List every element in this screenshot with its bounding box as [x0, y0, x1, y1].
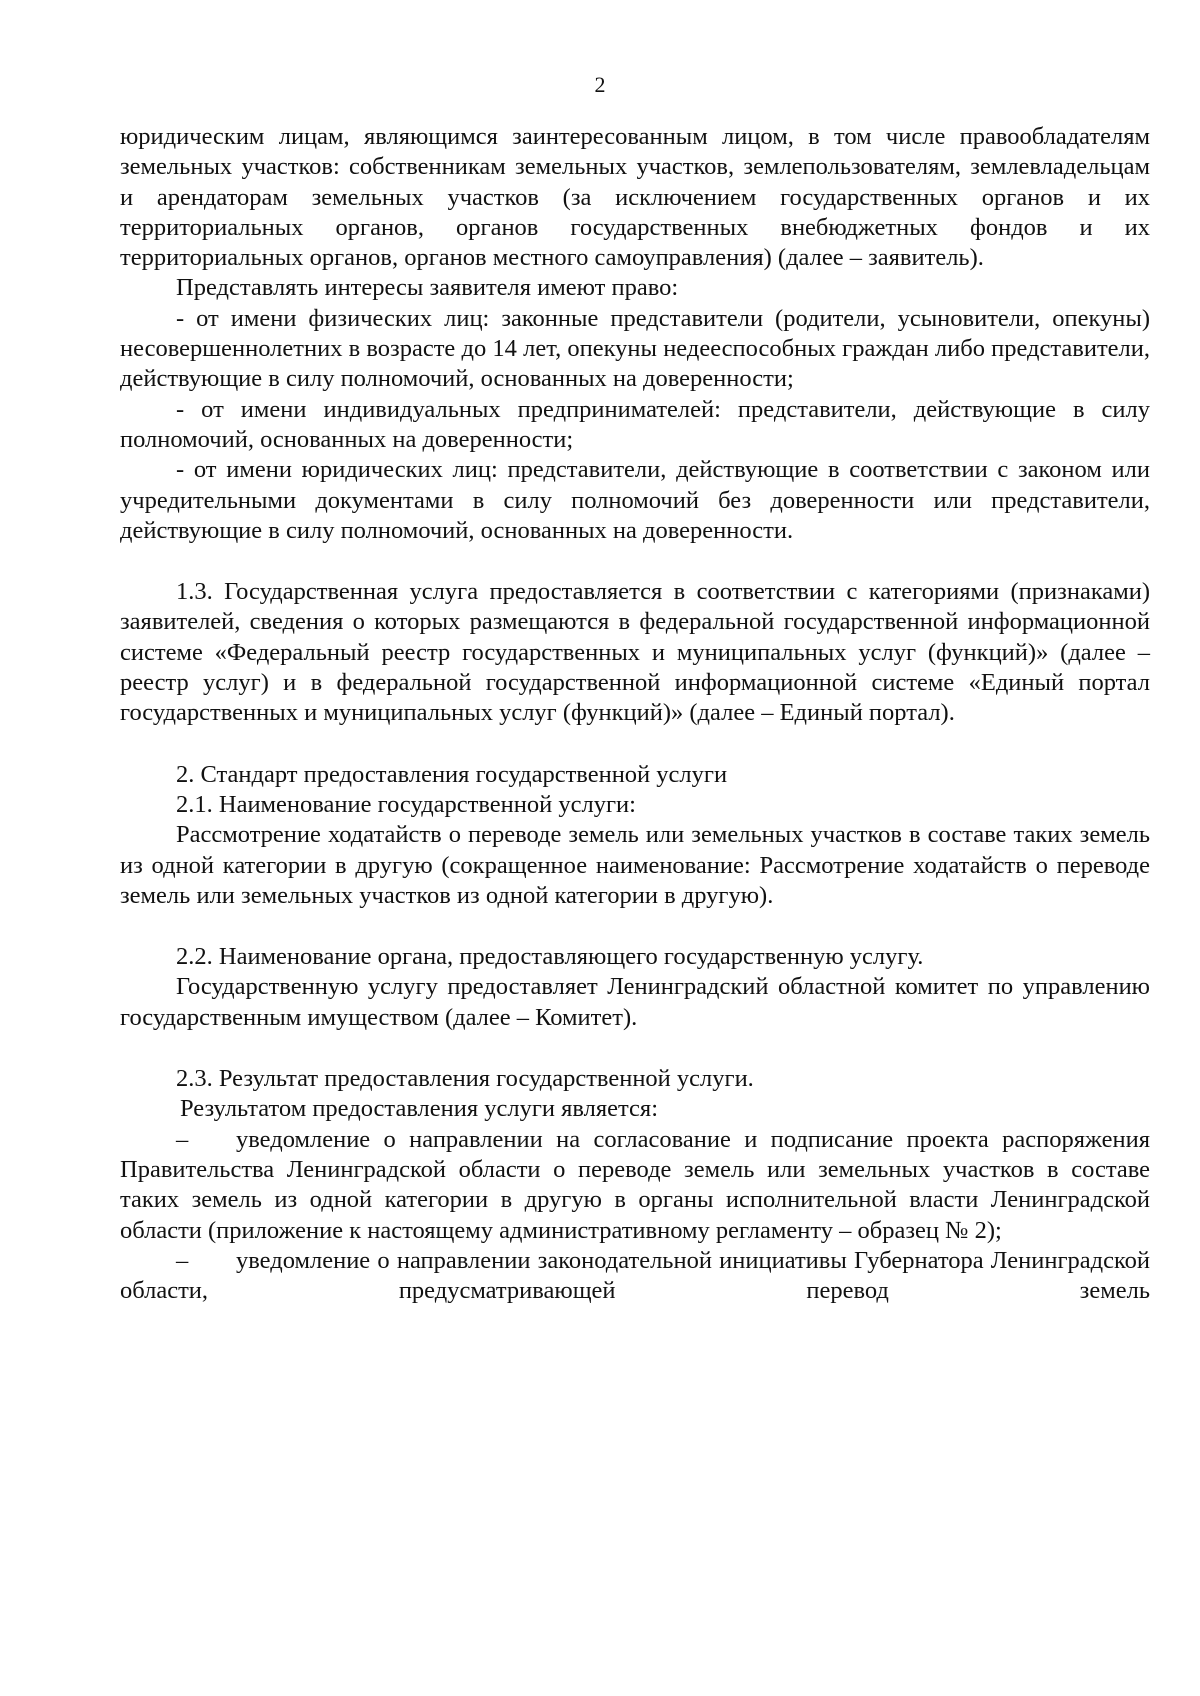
paragraph-authority: Государственную услугу предоставляет Ленинградский областной комитет по управлению государственным имуществом (далее – Комитет).	[120, 973, 1150, 1031]
page-number: 2	[594, 72, 606, 97]
list-dash: –	[176, 1246, 189, 1274]
paragraph-legal-entities: - от имени юридических лиц: представители, действующие в соответствии с законом или учредительными документами в силу полномочий без доверенности или представители, действующие в силу полномочий, основанных на доверенности.	[120, 456, 1150, 544]
paragraph-service-name: Рассмотрение ходатайств о переводе земель или земельных участков в составе таких земель из одной категории в другую (сокращенное наименование: Рассмотрение ходатайств о переводе земель или земельных участков из одной категории в другую).	[120, 821, 1150, 909]
list-item-result-2	[120, 1246, 1150, 1307]
paragraph-individuals: - от имени физических лиц: законные представители (родители, усыновители, опекуны) несовершеннолетних в возрасте до 14 лет, опекуны недееспособных граждан либо представители, действующие в силу полномочий, основанных на доверенности;	[120, 304, 1150, 393]
document-body	[120, 122, 1150, 1306]
list-item-result-1	[120, 1125, 1150, 1246]
subheading-2-2: 2.2. Наименование органа, предоставляющего государственную услугу.	[176, 943, 924, 971]
paragraph-representatives-intro: Представлять интересы заявителя имеют право:	[176, 274, 679, 302]
section-heading-2: 2. Стандарт предоставления государственной услуги	[176, 760, 728, 788]
list-item-text: уведомление о направлении законодательной инициативы Губернатора Ленинградской области, предусматривающей перевод земель	[120, 1246, 1150, 1305]
paragraph-1-3: 1.3. Государственная услуга предоставляется в соответствии с категориями (признаками) заявителей, сведения о которых размещаются в федеральной государственной информационной системе «Федеральный реестр государственных и муниципальных услуг (функций)» (далее – реестр услуг) и в федеральной государственной информационной системе «Единый портал государственных и муниципальных услуг (функций)» (далее – Единый портал).	[120, 578, 1150, 727]
paragraph-result-intro: Результатом предоставления услуги является:	[180, 1095, 659, 1123]
paragraph-applicants: юридическим лицам, являющимся заинтересованным лицом, в том числе правообладателям земельных участков: собственникам земельных участков, землепользователям, землевладельцам и арендаторам земельных участков (за исключением государственных органов и их территориальных органов, органов государственных внебюджетных фондов и их территориальных органов, органов местного самоуправления) (далее – заявитель).	[120, 123, 1150, 272]
paragraph-entrepreneurs: - от имени индивидуальных предпринимателей: представители, действующие в силу полномочий, основанных на доверенности;	[120, 395, 1150, 453]
list-dash: –	[176, 1125, 189, 1153]
subheading-2-3: 2.3. Результат предоставления государственной услуги.	[176, 1065, 754, 1093]
list-item-text: уведомление о направлении на согласование и подписание проекта распоряжения Правительства Ленинградской области о переводе земель или земельных участков в составе таких земель из одной категории в другую в органы исполнительной власти Ленинградской области (приложение к настоящему административному регламенту – образец № 2);	[120, 1125, 1150, 1244]
subheading-2-1: 2.1. Наименование государственной услуги:	[176, 790, 636, 818]
